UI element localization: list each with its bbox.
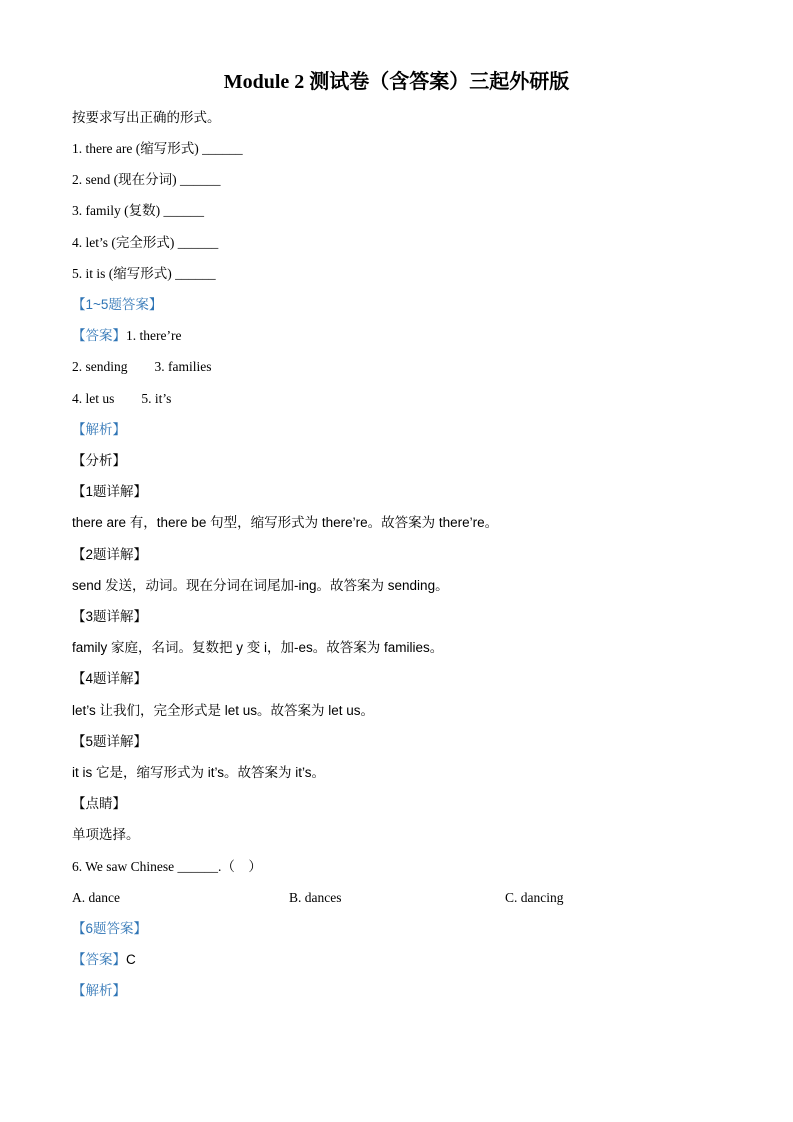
detail-4-text: let’s 让我们，完全形式是 let us。故答案为 let us。 <box>72 703 375 718</box>
question-6-option-c: C. dancing <box>505 890 564 905</box>
answer-heading-6: 【6题答案】 <box>72 921 148 936</box>
analysis-heading: 【解析】 <box>72 422 126 437</box>
detail-2-heading: 【2题详解】 <box>72 547 148 562</box>
answer-line-1 <box>72 326 181 346</box>
answer-6-label: 【答案】 <box>72 952 126 967</box>
dianjing-heading: 【点睛】 <box>72 796 126 811</box>
answer-heading-1-5: 【1~5题答案】 <box>72 297 163 312</box>
detail-2-text: send 发送，动词。现在分词在词尾加-ing。故答案为 sending。 <box>72 578 449 593</box>
question-2: 2. send (现在分词) ______ <box>72 172 221 187</box>
question-6-option-a: A. dance <box>72 890 120 905</box>
detail-4-heading: 【4题详解】 <box>72 671 148 686</box>
answer-line-4-5: 4. let us 5. it’s <box>72 391 172 406</box>
question-4: 4. let’s (完全形式) ______ <box>72 235 219 250</box>
answer-label: 【答案】 <box>72 328 126 343</box>
section-single-choice: 单项选择。 <box>72 827 140 842</box>
detail-5-heading: 【5题详解】 <box>72 734 148 749</box>
question-6: 6. We saw Chinese ______.（ ） <box>72 859 262 874</box>
question-1: 1. there are (缩写形式) ______ <box>72 141 243 156</box>
detail-3-text: family 家庭，名词。复数把 y 变 i，加-es。故答案为 families。 <box>72 640 444 655</box>
detail-1-heading: 【1题详解】 <box>72 484 148 499</box>
answer-line-2-3: 2. sending 3. families <box>72 359 212 374</box>
fenxi-heading: 【分析】 <box>72 453 126 468</box>
question-6-option-b: B. dances <box>289 890 342 905</box>
instruction-text: 按要求写出正确的形式。 <box>72 110 221 125</box>
answer-1: 1. there’re <box>126 328 182 343</box>
answer-line-6 <box>72 950 136 970</box>
detail-5-text: it is 它是，缩写形式为 it’s。故答案为 it’s。 <box>72 765 326 780</box>
answer-6-value: C <box>126 952 136 967</box>
question-3: 3. family (复数) ______ <box>72 203 204 218</box>
page-title: Module 2 测试卷（含答案）三起外研版 <box>223 71 570 93</box>
detail-3-heading: 【3题详解】 <box>72 609 148 624</box>
detail-1-text: there are 有，there be 句型，缩写形式为 there’re。故答案为 there’re。 <box>72 515 499 530</box>
analysis-heading-6: 【解析】 <box>72 983 126 998</box>
question-5: 5. it is (缩写形式) ______ <box>72 266 216 281</box>
